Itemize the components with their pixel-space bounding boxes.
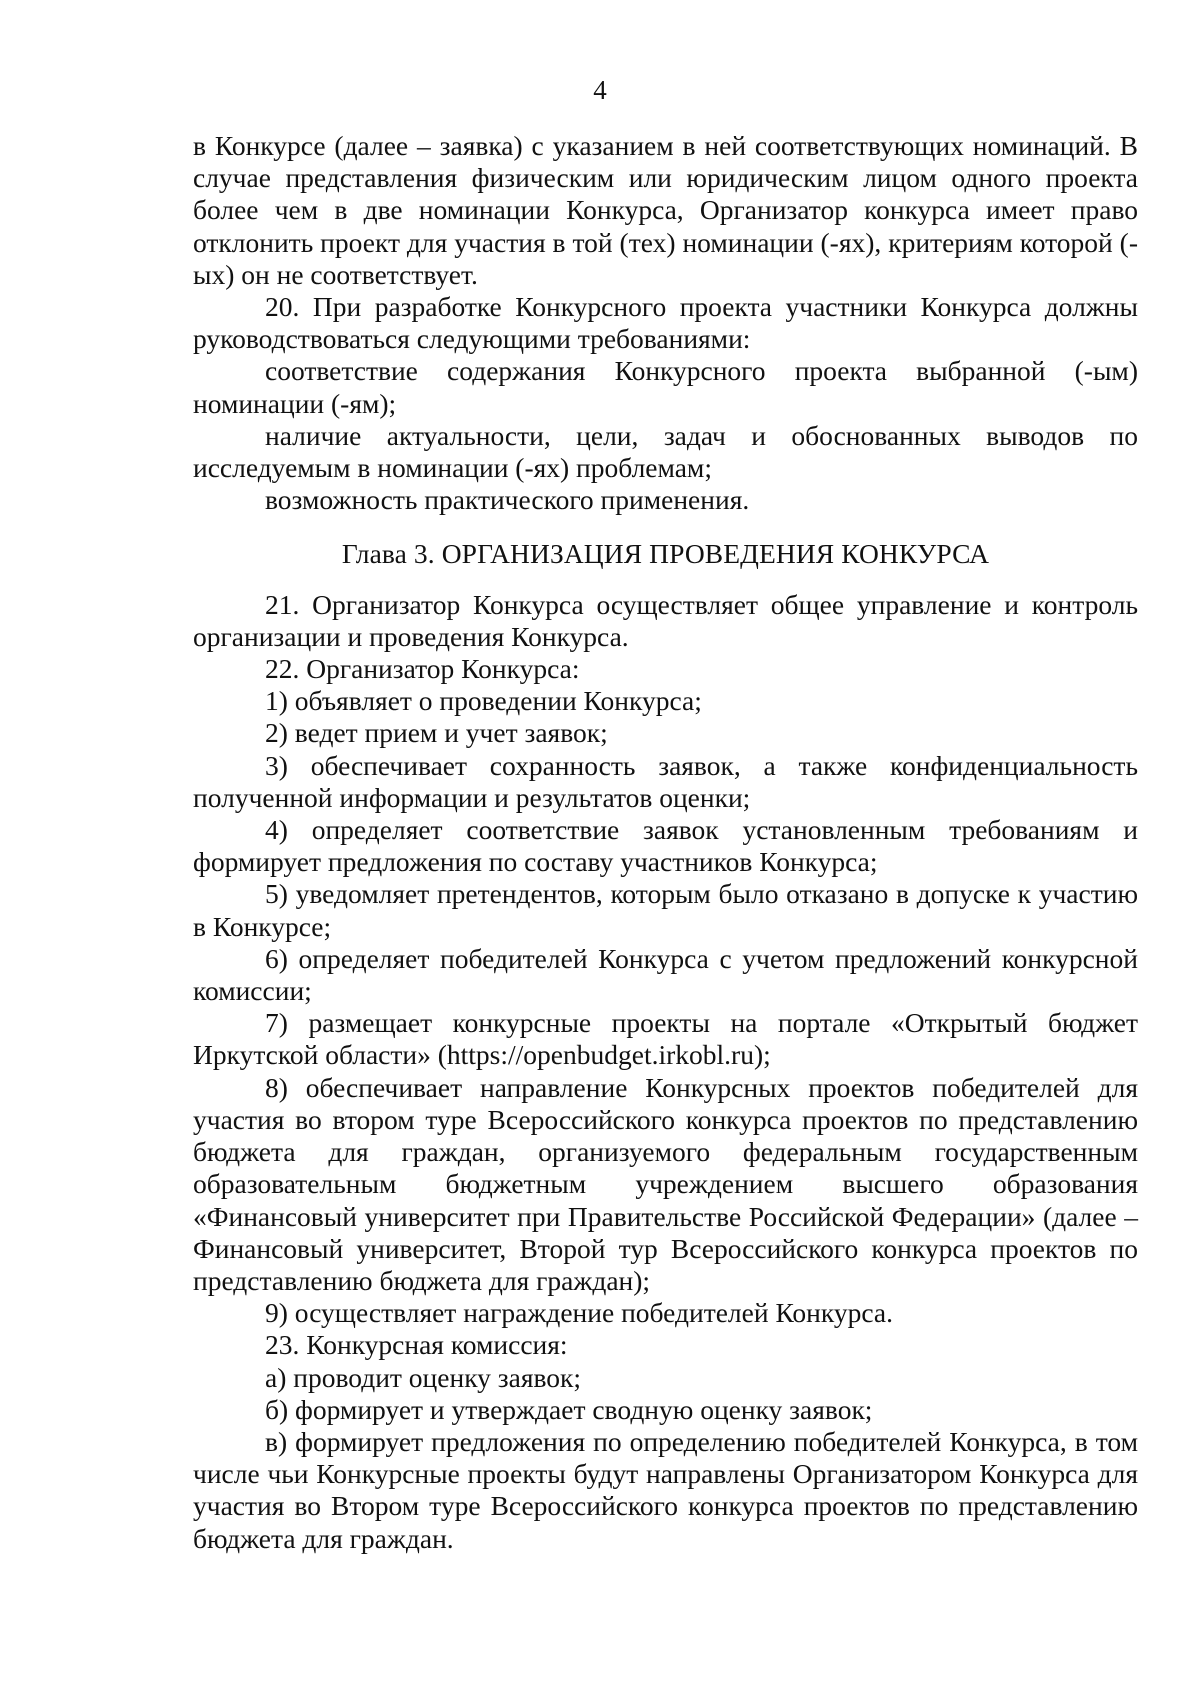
paragraph-item-22: 22. Организатор Конкурса: [265, 653, 580, 685]
list-item: 4) определяет соответствие заявок установленным требованиям и формирует предложения по составу участников Конкурса; [193, 814, 1138, 878]
list-item: в) формирует предложения по определению победителей Конкурса, в том числе чьи Конкурсные проекты будут направлены Организатором Конкурса для участия во Втором туре Всероссийского конкурса проектов по представлению бюджета для граждан. [193, 1425, 1138, 1554]
document-body [193, 130, 1138, 1555]
list-item: 1) объявляет о проведении Конкурса; [265, 685, 702, 717]
paragraph-item-23: 23. Конкурсная комиссия: [265, 1329, 568, 1361]
paragraph-item-20: 20. При разработке Конкурсного проекта участники Конкурса должны руководствоваться следующими требованиями: [193, 291, 1138, 355]
page-number: 4 [593, 75, 607, 105]
paragraph-continuation: в Конкурсе (далее – заявка) с указанием в ней соответствующих номинаций. В случае представления физическим или юридическим лицом одного проекта более чем в две номинации Конкурса, Организатор конкурса имеет право отклонить проект для участия в той (тех) номинации (-ях), критериям которой (-ых) он не соответствует. [193, 130, 1138, 290]
requirement-item: соответствие содержания Конкурсного проекта выбранной (-ым) номинации (-ям); [193, 355, 1138, 419]
list-item: 7) размещает конкурсные проекты на портале «Открытый бюджет Иркутской области» (https://openbudget.irkobl.ru); [193, 1007, 1138, 1071]
list-item: 9) осуществляет награждение победителей Конкурса. [265, 1297, 893, 1329]
list-item: 6) определяет победителей Конкурса с учетом предложений конкурсной комиссии; [193, 942, 1138, 1007]
list-item: а) проводит оценку заявок; [265, 1361, 582, 1393]
list-item: 3) обеспечивает сохранность заявок, а также конфиденциальность полученной информации и результатов оценки; [193, 749, 1138, 813]
list-item: 5) уведомляет претендентов, которым было отказано в допуске к участию в Конкурсе; [193, 878, 1138, 942]
chapter-heading: Глава 3. ОРГАНИЗАЦИЯ ПРОВЕДЕНИЯ КОНКУРСА [341, 538, 990, 570]
list-item: 8) обеспечивает направление Конкурсных проектов победителей для участия во втором туре Всероссийского конкурса проектов по представлению бюджета для граждан, организуемого федеральным государственным образовательным бюджетным учреждением высшего образования «Финансовый университет при Правительстве Российской Федерации» (далее – Финансовый университет, Второй тур Всероссийского конкурса проектов по представлению бюджета для граждан); [193, 1071, 1138, 1296]
paragraph-item-21: 21. Организатор Конкурса осуществляет общее управление и контроль организации и проведения Конкурса. [193, 588, 1138, 652]
list-item: 2) ведет прием и учет заявок; [265, 717, 608, 749]
list-item: б) формирует и утверждает сводную оценку заявок; [265, 1393, 873, 1425]
requirement-item: возможность практического применения. [265, 484, 750, 516]
requirement-item: наличие актуальности, цели, задач и обоснованных выводов по исследуемым в номинации (-ях) проблемам; [193, 419, 1138, 484]
